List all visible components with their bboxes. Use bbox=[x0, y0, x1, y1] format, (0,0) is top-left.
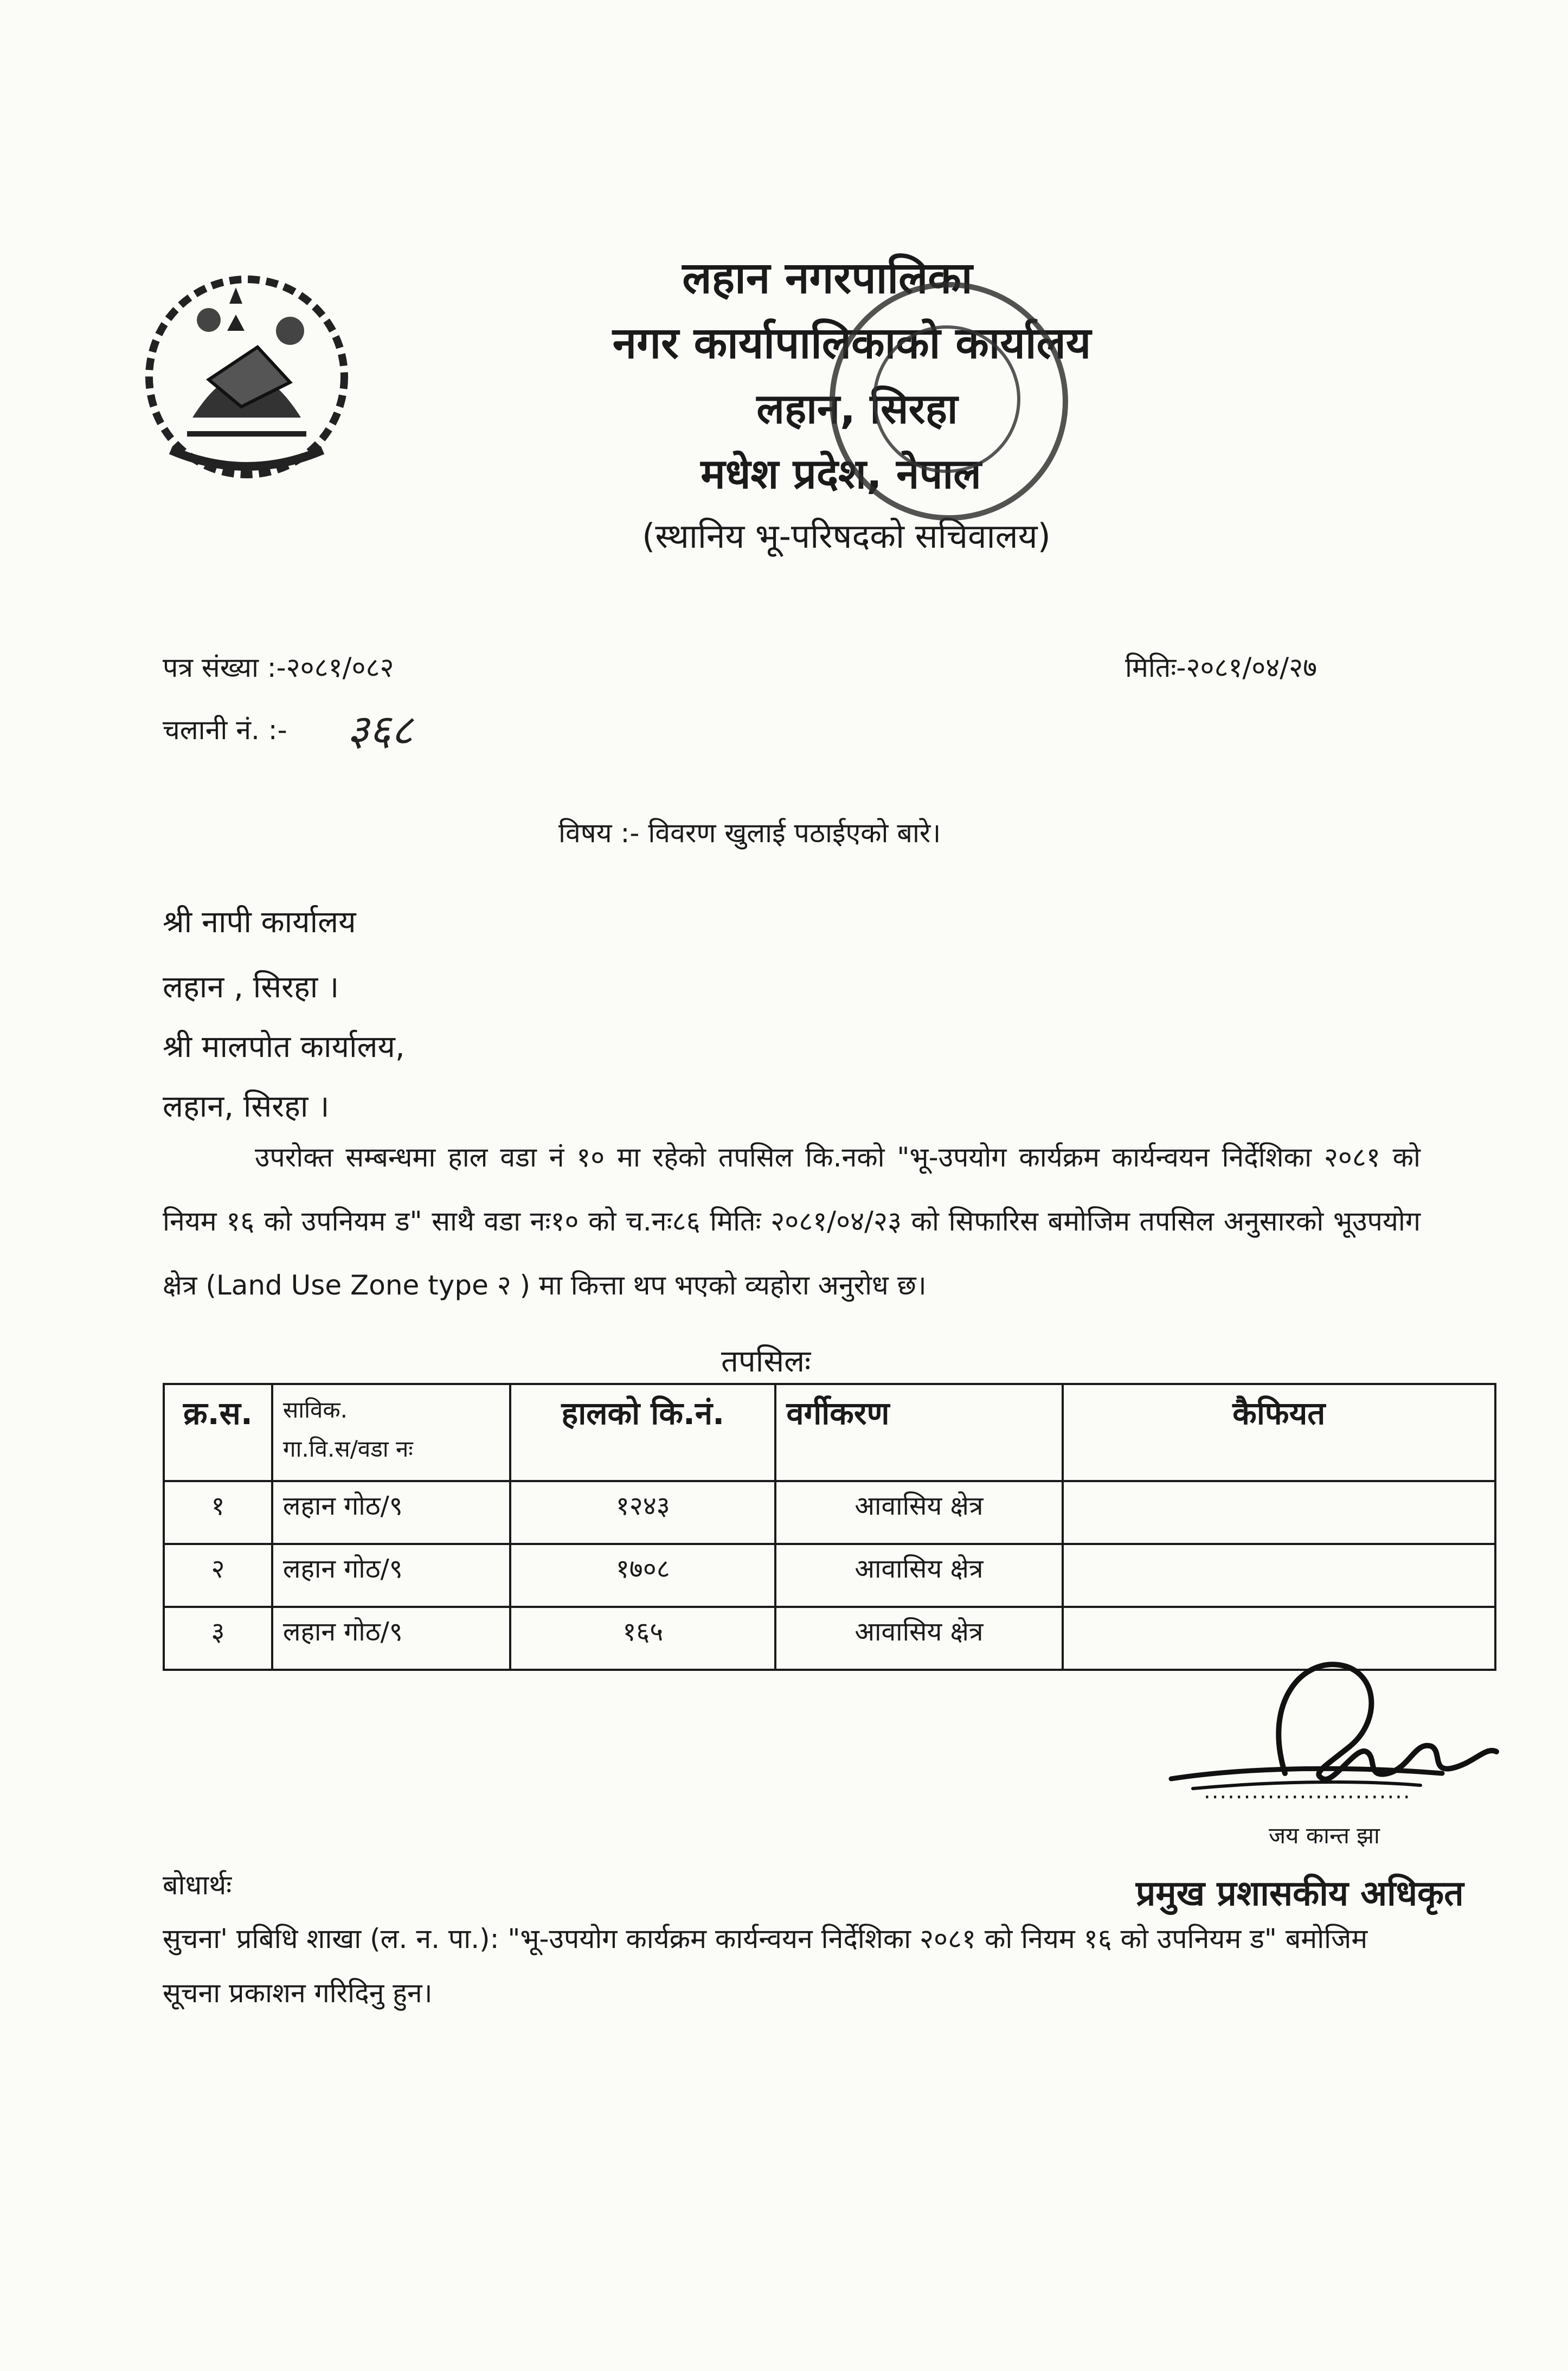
cell-previous: लहान गोठ/९ bbox=[272, 1544, 510, 1607]
signature-dots: .......................... bbox=[1204, 1779, 1411, 1804]
cell-kitta: १७०८ bbox=[510, 1544, 775, 1607]
cell-sn: २ bbox=[164, 1544, 272, 1607]
header-previous-line2: गा.वि.स/वडा नः bbox=[282, 1436, 413, 1462]
body-paragraph bbox=[163, 1125, 1421, 1317]
cell-kitta: १२४३ bbox=[510, 1481, 775, 1544]
cc-label: बोधार्थः bbox=[163, 1869, 232, 1901]
cc-text: सुचना' प्रबिधि शाखा (ल. न. पा.): "भू-उपयोग कार्यक्रम कार्यन्वयन निर्देशिका २०८१ को नियम १६ को उपनियम ड" बमोजिम सूचना प्रकाशन गरिदिनु हुन। bbox=[163, 1923, 1368, 2009]
dispatch-number: ३६८ bbox=[347, 706, 413, 755]
header-sn: क्र.स. bbox=[164, 1384, 272, 1481]
recipient-line: लहान, सिरहा । bbox=[163, 1089, 330, 1124]
parcel-table bbox=[163, 1383, 1496, 1671]
cell-sn: १ bbox=[164, 1481, 272, 1544]
recipient-line: श्री नापी कार्यालय bbox=[163, 905, 356, 940]
cell-previous: लहान गोठ/९ bbox=[272, 1481, 510, 1544]
cell-remarks bbox=[1063, 1544, 1495, 1607]
header-classification: वर्गीकरण bbox=[775, 1384, 1062, 1481]
signatory-name: जय कान्त झा bbox=[1269, 1822, 1380, 1849]
header-remarks: कैफियत bbox=[1063, 1384, 1495, 1481]
cell-previous: लहान गोठ/९ bbox=[272, 1607, 510, 1670]
cell-remarks bbox=[1063, 1481, 1495, 1544]
signatory-title: प्रमुख प्रशासकीय अधिकृत bbox=[1136, 1874, 1464, 1914]
office-stamp-icon bbox=[830, 282, 1068, 521]
cell-kitta: १६५ bbox=[510, 1607, 775, 1670]
dispatch-label: चलानी नं. :- bbox=[163, 714, 287, 746]
letter-date: मितिः-२०८१/०४/२७ bbox=[1125, 652, 1318, 683]
body-text: उपरोक्त सम्बन्धमा हाल वडा नं १० मा रहेको तपसिल कि.नको "भू-उपयोग कार्यक्रम कार्यन्वयन निर्देशिका २०८१ को नियम १६ को उपनियम ड" साथै वडा नः१० को च.नः८६ मितिः २०८१/०४/२३ को सिफारिस बमोजिम तपसिल अनुसारको भूउपयोग क्षेत्र (Land Use Zone type २ ) मा कित्ता थप भएको व्यहोरा अनुरोध छ। bbox=[163, 1142, 1421, 1301]
cell-classification: आवासिय क्षेत्र bbox=[775, 1544, 1062, 1607]
table-row bbox=[164, 1544, 1495, 1607]
header-province: मधेश प्रदेश, नेपाल bbox=[701, 450, 981, 498]
header-location: लहान, सिरहा bbox=[756, 385, 958, 433]
cell-sn: ३ bbox=[164, 1607, 272, 1670]
header-kitta: हालको कि.नं. bbox=[510, 1384, 775, 1481]
header-office: नगर कार्यापालिकाको कार्यालय bbox=[612, 318, 1091, 368]
table-header-row bbox=[164, 1384, 1495, 1481]
table-row bbox=[164, 1481, 1495, 1544]
table-title: तपसिलः bbox=[721, 1344, 811, 1379]
header-previous bbox=[272, 1384, 510, 1481]
letter-number: पत्र संख्या :-२०८१/०८२ bbox=[163, 652, 394, 683]
subject: विषय :- विवरण खुलाई पठाईएको बारे। bbox=[558, 817, 941, 849]
header-municipality: लहान नगरपालिका bbox=[682, 253, 973, 303]
cell-classification: आवासिय क्षेत्र bbox=[775, 1607, 1062, 1670]
recipient-line: लहान , सिरहा । bbox=[163, 970, 339, 1005]
header-secretariat: (स्थानिय भू-परिषदको सचिवालय) bbox=[642, 516, 1051, 556]
recipient-line: श्री मालपोत कार्यालय, bbox=[163, 1029, 405, 1065]
cell-classification: आवासिय क्षेत्र bbox=[775, 1481, 1062, 1544]
header-previous-line1: साविक. bbox=[282, 1396, 348, 1423]
